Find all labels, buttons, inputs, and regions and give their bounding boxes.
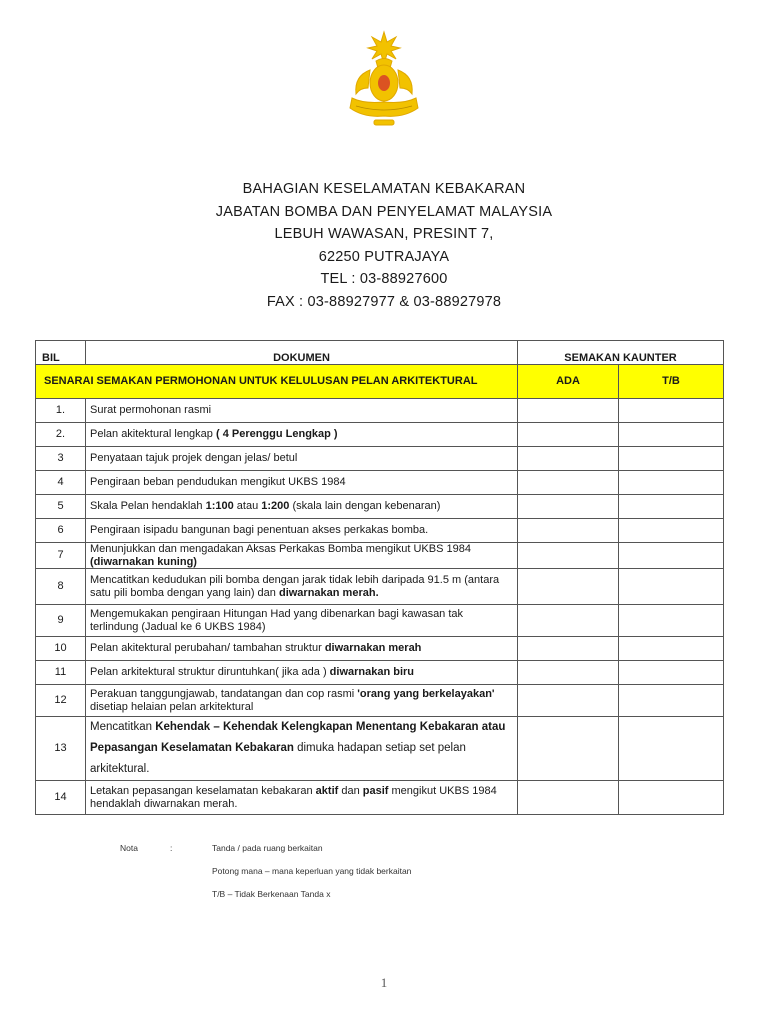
bold-text: diwarnakan biru: [329, 666, 415, 679]
tb-check-cell[interactable]: [619, 543, 724, 569]
address-street: LEBUH WAWASAN, PRESINT 7,: [274, 226, 494, 242]
row-document: [86, 495, 518, 519]
row-document: [86, 717, 518, 781]
tb-check-cell[interactable]: [619, 605, 724, 637]
ada-check-cell[interactable]: [518, 519, 619, 543]
table-row: [36, 423, 724, 447]
telephone: TEL : 03-88927600: [320, 271, 448, 287]
row-number: 11: [36, 661, 86, 685]
bold-text: 1:200: [261, 500, 290, 513]
text: Pelan akitektural perubahan/ tambahan struktur: [90, 642, 325, 655]
agency-name: JABATAN BOMBA DAN PENYELAMAT MALAYSIA: [215, 203, 553, 220]
address-postcode: 62250 PUTRAJAYA: [318, 248, 450, 265]
ada-check-cell[interactable]: [518, 423, 619, 447]
table-row: [36, 519, 724, 543]
row-number: 13: [36, 717, 86, 781]
table-row: [36, 543, 724, 569]
department-name: BAHAGIAN KESELAMATAN KEBAKARAN: [242, 181, 526, 197]
ada-check-cell[interactable]: [518, 471, 619, 495]
tb-check-cell[interactable]: [619, 471, 724, 495]
row-number: 5: [36, 495, 86, 519]
row-number: 9: [36, 605, 86, 637]
text: dimuka hadapan setiap set pelan arkitektural.: [90, 742, 466, 775]
row-document: [86, 399, 518, 423]
col-semakan-kaunter: SEMAKAN KAUNTER: [518, 341, 724, 365]
ada-check-cell[interactable]: [518, 569, 619, 605]
row-number: 6: [36, 519, 86, 543]
row-number: 1.: [36, 399, 86, 423]
bold-text: Kehendak – Kehendak Kelengkapan Menentang Kebakaran atau Pepasangan Keselamatan Kebakaran: [90, 721, 506, 754]
row-document: [86, 781, 518, 815]
page-number: 1: [380, 975, 388, 990]
text: Pengiraan isipadu bangunan bagi penentuan akses perkakas bomba.: [90, 524, 429, 537]
ada-check-cell[interactable]: [518, 781, 619, 815]
row-document: [86, 471, 518, 495]
col-ada: ADA: [518, 365, 619, 399]
note-line: Tanda / pada ruang berkaitan: [212, 843, 323, 853]
note-line: Potong mana – mana keperluan yang tidak berkaitan: [212, 866, 412, 876]
row-number: 14: [36, 781, 86, 815]
tb-check-cell[interactable]: [619, 519, 724, 543]
text: Pelan akitektural lengkap: [90, 428, 216, 441]
ada-check-cell[interactable]: [518, 447, 619, 471]
notes-label: Nota: [120, 843, 138, 853]
tb-check-cell[interactable]: [619, 637, 724, 661]
row-document: [86, 637, 518, 661]
tb-check-cell[interactable]: [619, 661, 724, 685]
row-document: [86, 447, 518, 471]
row-number: 2.: [36, 423, 86, 447]
tb-check-cell[interactable]: [619, 399, 724, 423]
row-document: [86, 543, 518, 569]
tb-check-cell[interactable]: [619, 423, 724, 447]
ada-check-cell[interactable]: [518, 495, 619, 519]
row-number: 8: [36, 569, 86, 605]
row-number: 3: [36, 447, 86, 471]
text: Pelan arkitektural struktur diruntuhkan( jika ada ): [90, 666, 330, 679]
text: disetiap helaian pelan arkitektural: [90, 700, 254, 713]
ada-check-cell[interactable]: [518, 661, 619, 685]
text: atau: [233, 500, 262, 513]
bold-text: 1:100: [205, 500, 234, 513]
text: Penyataan tajuk projek dengan jelas/ betul: [90, 452, 298, 465]
col-tb: T/B: [619, 365, 724, 399]
ada-check-cell[interactable]: [518, 717, 619, 781]
tb-check-cell[interactable]: [619, 447, 724, 471]
table-row: [36, 399, 724, 423]
text: Letakan pepasangan keselamatan kebakaran: [90, 785, 316, 797]
crest-emblem: [334, 28, 434, 136]
text: (skala lain dengan kebenaran): [289, 500, 441, 513]
table-row: [36, 471, 724, 495]
bold-text: 'orang yang berkelayakan': [357, 688, 495, 700]
text: Skala Pelan hendaklah: [90, 500, 206, 513]
checklist-table: [35, 340, 724, 815]
table-row: [36, 661, 724, 685]
tb-check-cell[interactable]: [619, 685, 724, 717]
ada-check-cell[interactable]: [518, 637, 619, 661]
text: Pengiraan beban pendudukan mengikut UKBS 1984: [90, 476, 346, 489]
table-row: [36, 495, 724, 519]
fax: FAX : 03-88927977 & 03-88927978: [266, 293, 502, 310]
col-dokumen: DOKUMEN: [86, 341, 518, 365]
tb-check-cell[interactable]: [619, 495, 724, 519]
row-number: 10: [36, 637, 86, 661]
ada-check-cell[interactable]: [518, 605, 619, 637]
bold-text: pasif: [362, 785, 389, 797]
bold-text: diwarnakan merah.: [278, 586, 379, 599]
row-document: [86, 519, 518, 543]
row-number: 4: [36, 471, 86, 495]
text: Mencatitkan kedudukan pili bomba dengan jarak tidak lebih daripada 91.5 m (antara satu pili bomba dengan yang lain) dan: [90, 574, 500, 599]
table-row: [36, 781, 724, 815]
row-document: [86, 569, 518, 605]
ada-check-cell[interactable]: [518, 399, 619, 423]
row-number: 7: [36, 543, 86, 569]
section-title: SENARAI SEMAKAN PERMOHONAN UNTUK KELULUSAN PELAN ARKITEKTURAL: [36, 365, 518, 399]
row-number: 12: [36, 685, 86, 717]
row-document: [86, 423, 518, 447]
table-header-row: [36, 341, 724, 365]
bold-text: aktif: [315, 785, 339, 797]
row-document: [86, 661, 518, 685]
table-row: [36, 605, 724, 637]
checklist-rows: [36, 399, 724, 815]
table-row: [36, 637, 724, 661]
text: Menunjukkan dan mengadakan Aksas Perkakas Bomba mengikut UKBS 1984: [90, 543, 471, 555]
tb-check-cell[interactable]: [619, 717, 724, 781]
note-line: T/B – Tidak Berkenaan Tanda x: [212, 889, 331, 899]
text: dan: [338, 785, 363, 797]
text: Mencatitkan: [90, 721, 156, 733]
agency-address-block: [0, 178, 768, 313]
text: Mengemukakan pengiraan Hitungan Had yang dibenarkan bagi kawasan tak terlindung (Jadual ke 6 UKBS 1984): [90, 608, 464, 633]
text: Perakuan tanggungjawab, tandatangan dan cop rasmi: [90, 688, 358, 700]
row-document: [86, 605, 518, 637]
ada-check-cell[interactable]: [518, 685, 619, 717]
notes-colon: :: [170, 843, 173, 853]
tb-check-cell[interactable]: [619, 569, 724, 605]
table-row: [36, 447, 724, 471]
bold-text: diwarnakan merah: [324, 642, 422, 655]
text: mengikut UKBS 1984 hendaklah diwarnakan merah.: [90, 785, 497, 810]
table-row: [36, 685, 724, 717]
table-row: [36, 717, 724, 781]
bold-text: ( 4 Perenggu Lengkap ): [215, 428, 338, 441]
bold-text: (diwarnakan kuning): [90, 555, 197, 568]
table-row: [36, 569, 724, 605]
tb-check-cell[interactable]: [619, 781, 724, 815]
col-bil: BIL: [36, 341, 86, 365]
section-title-row: [36, 365, 724, 399]
ada-check-cell[interactable]: [518, 543, 619, 569]
text: Surat permohonan rasmi: [90, 404, 212, 417]
row-document: [86, 685, 518, 717]
